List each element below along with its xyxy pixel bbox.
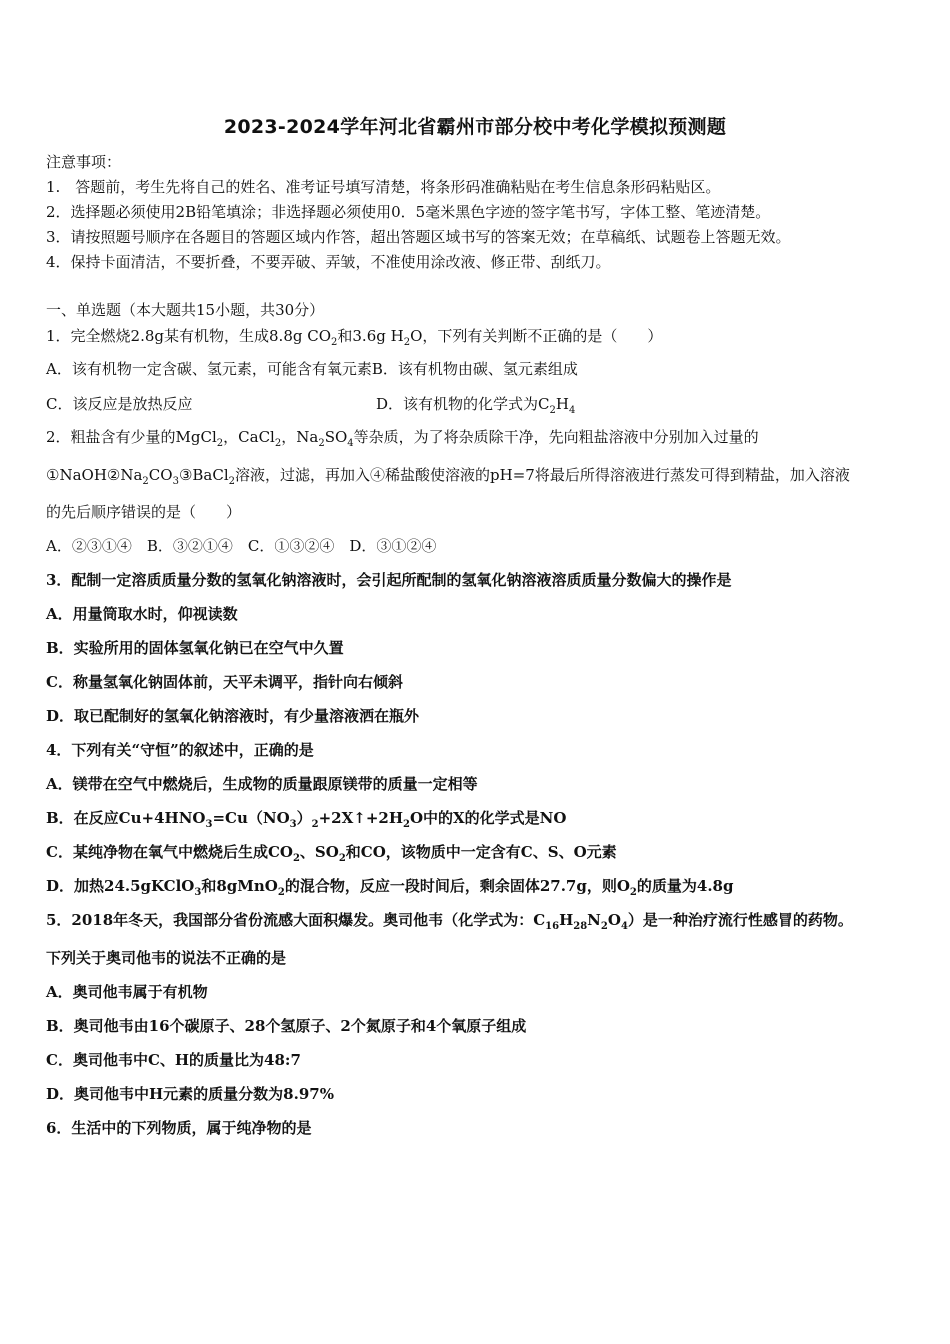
question-5-option-b: B．奥司他韦由16个碳原子、28个氢原子、2个氮原子和4个氧原子组成: [46, 1017, 527, 1035]
question-6-stem: 6．生活中的下列物质，属于纯净物的是: [46, 1119, 312, 1137]
question-4-option-d: D．加热24.5gKClO$_3$和8gMnO$_2$的混合物，反应一段时间后，剩余固体27.7g，则$O_2$的质量为4.8g: [46, 877, 734, 898]
option-a: A．该有机物一定含碳、氢元素，可能含有氧元素: [46, 360, 372, 378]
question-5-option-d: D．奥司他韦中H元素的质量分数为8.97%: [46, 1085, 334, 1103]
question-3-stem: 3．配制一定溶质质量分数的氢氧化钠溶液时，会引起所配制的氢氧化钠溶液溶质质量分数偏大的操作是: [46, 571, 732, 589]
notice-item: 2．选择题必须使用2B铅笔填涂；非选择题必须使用0．5毫米黑色字迹的签字笔书写，字体工整、笔迹清楚。: [46, 203, 771, 221]
question-4-stem: 4．下列有关“守恒”的叙述中，正确的是: [46, 741, 314, 759]
question-3-option-a: A．用量筒取水时，仰视读数: [46, 605, 238, 623]
notice-item: 4．保持卡面清洁，不要折叠，不要弄破、弄皱，不准使用涂改液、修正带、刮纸刀。: [46, 253, 611, 271]
question-2-stem-line3: 的先后顺序错误的是（ ）: [46, 503, 242, 521]
question-2-options: A．②③①④ B．③②①④ C．①③②④ D．③①②④: [46, 537, 437, 555]
notice-item: 3．请按照题号顺序在各题目的答题区域内作答，超出答题区域书写的答案无效；在草稿纸、试题卷上答题无效。: [46, 228, 791, 246]
question-5-stem: 5．2018年冬天，我国部分省份流感大面积爆发。奥司他韦（化学式为：$C_{16}H_{28}N_2O_4$）是一种治疗流行性感冒的药物。: [46, 911, 853, 932]
notice-item: 1. 答题前，考生先将自己的姓名、准考证号填写清楚，将条形码准确粘贴在考生信息条形码粘贴区。: [46, 178, 721, 196]
section-heading: 一、单选题（本大题共15小题，共30分）: [46, 301, 325, 319]
question-2-stem-line2: $①NaOH②Na_2CO_3③BaCl_2$溶液，过滤，再加入④稀盐酸使溶液的pH=7将最后所得溶液进行蒸发可得到精盐，加入溶液: [46, 466, 850, 487]
question-4-option-b: B．在反应$Cu+4HNO_3=Cu(NO_3)_2+2X↑+2H_2O$中的X的化学式是NO: [46, 809, 567, 830]
question-3-option-b: B．实验所用的固体氢氧化钠已在空气中久置: [46, 639, 344, 657]
question-4-option-c: C．某纯净物在氧气中燃烧后生成$CO_2$、$SO_2$和CO，该物质中一定含有C、S、O元素: [46, 843, 617, 864]
question-5-option-a: A．奥司他韦属于有机物: [46, 983, 208, 1001]
question-5-stem-line2: 下列关于奥司他韦的说法不正确的是: [46, 949, 287, 967]
question-3-option-c: C．称量氢氧化钠固体前，天平未调平，指针向右倾斜: [46, 673, 403, 691]
notice-heading: 注意事项：: [46, 153, 122, 171]
page-title: 2023-2024学年河北省霸州市部分校中考化学模拟预测题: [223, 116, 727, 138]
question-1-option-c: C．该反应是放热反应: [46, 395, 193, 413]
question-1-stem: 1．完全燃烧2.8g某有机物，生成8.8g $CO_2$和3.6g $H_2O$，下列有关判断不正确的是（ ）: [46, 327, 663, 348]
question-1-options-ab: [46, 360, 578, 378]
question-2-stem: 2．粗盐含有少量的MgCl$_2$，CaCl$_2$，$Na_2SO_4$等杂质，为了将杂质除干净，先向粗盐溶液中分别加入过量的: [46, 428, 759, 449]
question-4-option-a: A．镁带在空气中燃烧后，生成物的质量跟原镁带的质量一定相等: [46, 775, 478, 793]
question-5-option-c: C．奥司他韦中C、H的质量比为48:7: [46, 1051, 301, 1069]
option-b: B．该有机物由碳、氢元素组成: [371, 360, 578, 378]
question-3-option-d: D．取已配制好的氢氧化钠溶液时，有少量溶液洒在瓶外: [46, 707, 420, 725]
question-1-option-d: D．该有机物的化学式为$C_2H_4$: [376, 395, 576, 416]
